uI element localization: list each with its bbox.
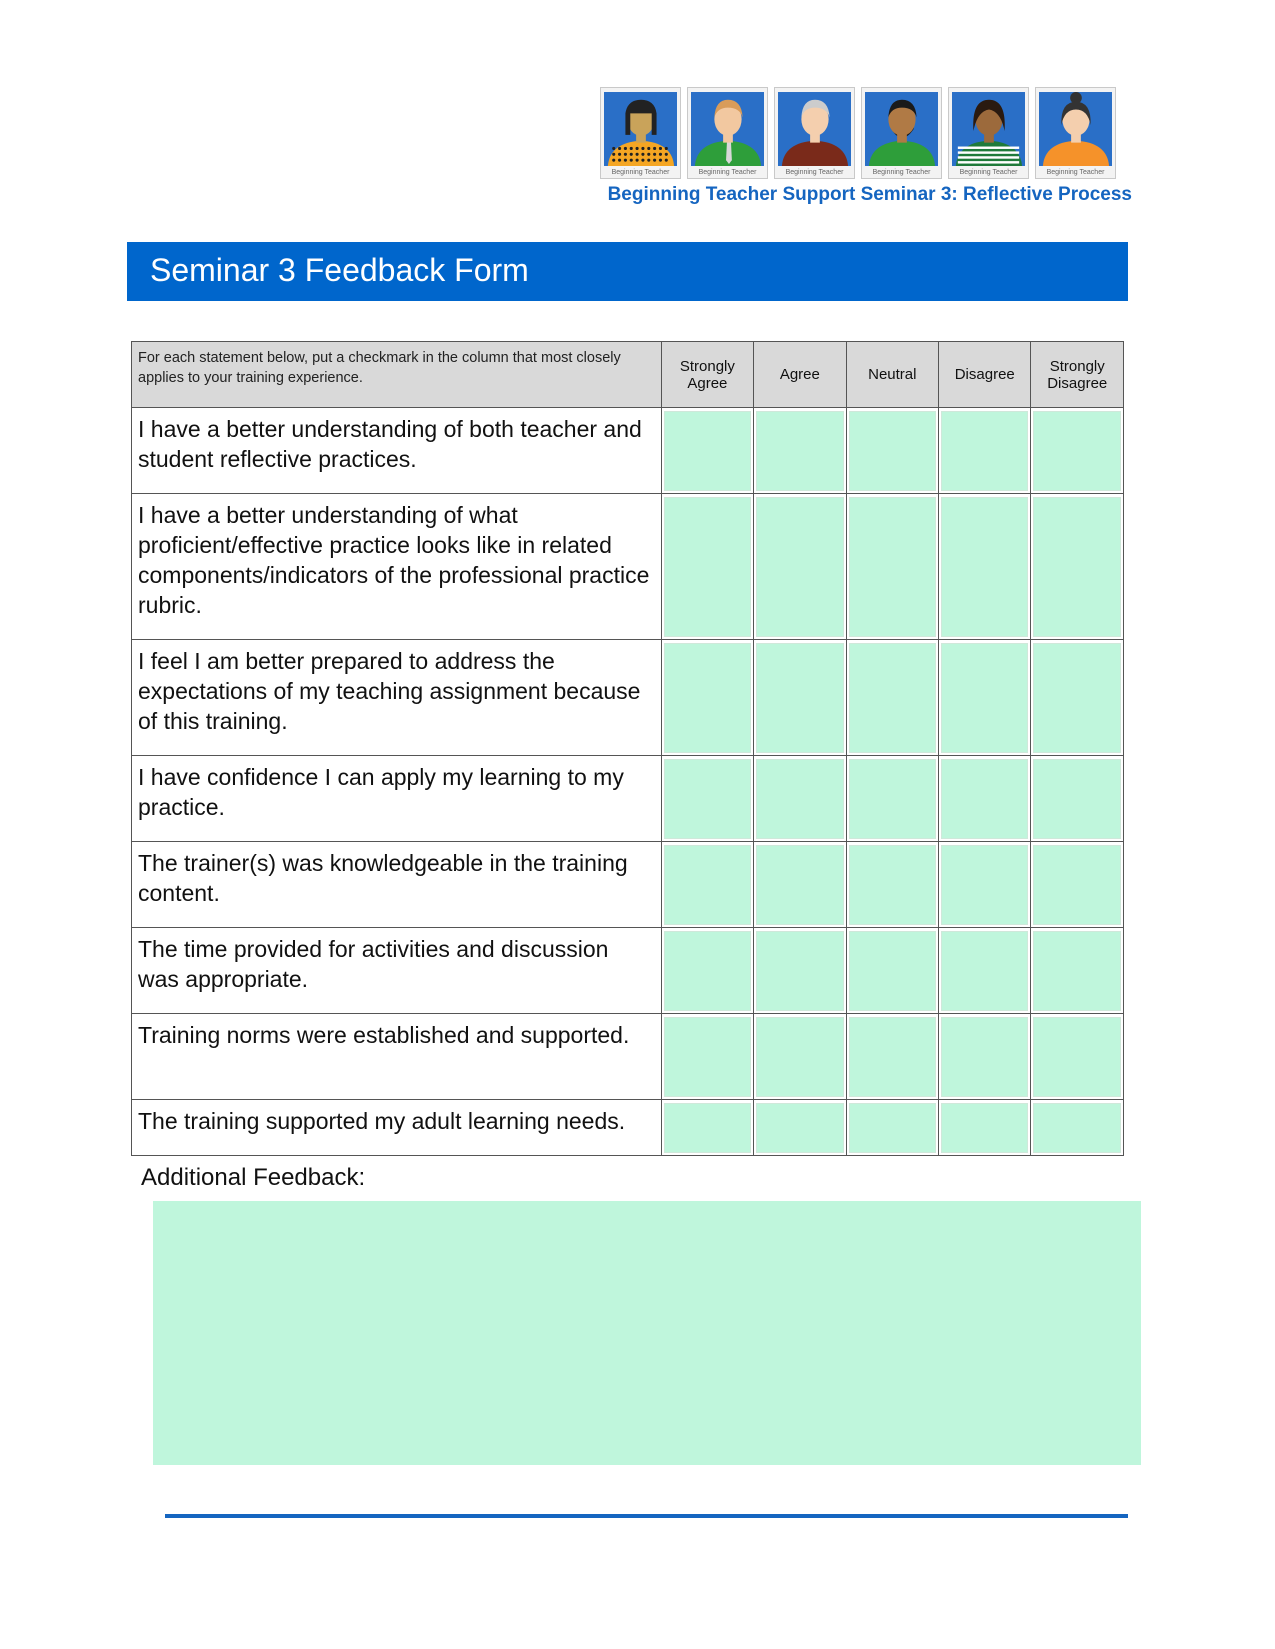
checkbox-field[interactable] <box>756 497 843 637</box>
checkbox-field[interactable] <box>756 931 843 1011</box>
checkbox-field[interactable] <box>849 497 936 637</box>
rating-cell-strongly-agree <box>661 756 753 842</box>
rating-cell-strongly-disagree <box>1031 1100 1124 1156</box>
rating-cell-strongly-disagree <box>1031 756 1124 842</box>
checkbox-field[interactable] <box>664 1103 751 1153</box>
checkbox-field[interactable] <box>941 643 1028 753</box>
teacher-portrait-icon <box>952 91 1025 167</box>
teacher-avatar <box>600 87 681 179</box>
checkbox-field[interactable] <box>941 845 1028 925</box>
rating-cell-agree <box>754 640 846 756</box>
column-strongly-disagree: Strongly Disagree <box>1031 342 1124 408</box>
survey-row <box>132 842 1124 928</box>
checkbox-field[interactable] <box>849 1017 936 1097</box>
rating-cell-disagree <box>939 1014 1031 1100</box>
checkbox-field[interactable] <box>941 497 1028 637</box>
checkbox-field[interactable] <box>664 411 751 491</box>
rating-cell-agree <box>754 1014 846 1100</box>
checkbox-field[interactable] <box>1033 497 1121 637</box>
rating-cell-neutral <box>846 494 938 640</box>
teacher-portrait-icon <box>865 91 938 167</box>
teacher-portrait-icon <box>604 91 677 167</box>
statement-text: I have a better understanding of both teacher and student reflective practices. <box>132 408 662 494</box>
checkbox-field[interactable] <box>756 1103 843 1153</box>
checkbox-field[interactable] <box>1033 845 1121 925</box>
checkbox-field[interactable] <box>664 845 751 925</box>
statement-text: I have confidence I can apply my learning to my practice. <box>132 756 662 842</box>
checkbox-field[interactable] <box>941 1103 1028 1153</box>
survey-row <box>132 1100 1124 1156</box>
teacher-avatar <box>1035 87 1116 179</box>
checkbox-field[interactable] <box>1033 411 1121 491</box>
rating-cell-strongly-agree <box>661 408 753 494</box>
checkbox-field[interactable] <box>664 1017 751 1097</box>
rating-cell-strongly-agree <box>661 494 753 640</box>
rating-cell-disagree <box>939 494 1031 640</box>
checkbox-field[interactable] <box>664 759 751 839</box>
statement-text: Training norms were established and supported. <box>132 1014 662 1100</box>
survey-header-row <box>132 342 1124 408</box>
checkbox-field[interactable] <box>756 759 843 839</box>
rating-cell-disagree <box>939 756 1031 842</box>
checkbox-field[interactable] <box>664 931 751 1011</box>
teacher-avatars <box>600 87 1132 181</box>
checkbox-field[interactable] <box>1033 1103 1121 1153</box>
rating-cell-disagree <box>939 928 1031 1014</box>
additional-feedback-label: Additional Feedback: <box>141 1164 366 1191</box>
checkbox-field[interactable] <box>1033 759 1121 839</box>
avatar-caption: Beginning Teacher <box>785 169 844 176</box>
rating-cell-strongly-disagree <box>1031 408 1124 494</box>
column-agree: Agree <box>754 342 846 408</box>
statement-text: The training supported my adult learning needs. <box>132 1100 662 1156</box>
rating-cell-neutral <box>846 928 938 1014</box>
rating-cell-agree <box>754 756 846 842</box>
checkbox-field[interactable] <box>849 1103 936 1153</box>
checkbox-field[interactable] <box>756 1017 843 1097</box>
rating-cell-neutral <box>846 408 938 494</box>
statement-text: The trainer(s) was knowledgeable in the training content. <box>132 842 662 928</box>
teacher-portrait-icon <box>778 91 851 167</box>
rating-cell-strongly-agree <box>661 842 753 928</box>
avatar-caption: Beginning Teacher <box>611 169 670 176</box>
rating-cell-strongly-disagree <box>1031 842 1124 928</box>
checkbox-field[interactable] <box>664 643 751 753</box>
statement-text: The time provided for activities and discussion was appropriate. <box>132 928 662 1014</box>
rating-cell-strongly-agree <box>661 640 753 756</box>
checkbox-field[interactable] <box>756 845 843 925</box>
column-strongly-agree: Strongly Agree <box>661 342 753 408</box>
rating-cell-strongly-agree <box>661 1100 753 1156</box>
checkbox-field[interactable] <box>849 845 936 925</box>
teacher-avatar <box>861 87 942 179</box>
teacher-avatar <box>948 87 1029 179</box>
teacher-portrait-icon <box>691 91 764 167</box>
rating-cell-disagree <box>939 1100 1031 1156</box>
seminar-subtitle: Beginning Teacher Support Seminar 3: Reflective Process <box>607 184 1132 205</box>
survey-row <box>132 756 1124 842</box>
bottom-divider <box>165 1514 1128 1518</box>
checkbox-field[interactable] <box>849 759 936 839</box>
rating-cell-agree <box>754 928 846 1014</box>
checkbox-field[interactable] <box>756 643 843 753</box>
rating-cell-strongly-disagree <box>1031 640 1124 756</box>
checkbox-field[interactable] <box>849 643 936 753</box>
rating-cell-disagree <box>939 408 1031 494</box>
survey-table <box>131 341 1124 1156</box>
column-neutral: Neutral <box>846 342 938 408</box>
checkbox-field[interactable] <box>664 497 751 637</box>
avatar-caption: Beginning Teacher <box>698 169 757 176</box>
rating-cell-disagree <box>939 640 1031 756</box>
statement-text: I feel I am better prepared to address the expectations of my teaching assignment because of this training. <box>132 640 662 756</box>
checkbox-field[interactable] <box>849 411 936 491</box>
teacher-portrait-icon <box>1039 91 1112 167</box>
rating-cell-strongly-disagree <box>1031 1014 1124 1100</box>
survey-row <box>132 494 1124 640</box>
checkbox-field[interactable] <box>1033 643 1121 753</box>
checkbox-field[interactable] <box>941 411 1028 491</box>
rating-cell-agree <box>754 1100 846 1156</box>
rating-cell-agree <box>754 842 846 928</box>
column-disagree: Disagree <box>939 342 1031 408</box>
rating-cell-neutral <box>846 842 938 928</box>
avatar-caption: Beginning Teacher <box>959 169 1018 176</box>
form-title: Seminar 3 Feedback Form <box>150 252 529 288</box>
rating-cell-disagree <box>939 842 1031 928</box>
avatar-caption: Beginning Teacher <box>1046 169 1105 176</box>
statement-text: I have a better understanding of what proficient/effective practice looks like in related components/indicators of the professional practice rubric. <box>132 494 662 640</box>
checkbox-field[interactable] <box>941 1017 1028 1097</box>
survey-row <box>132 408 1124 494</box>
avatar-caption: Beginning Teacher <box>872 169 931 176</box>
rating-cell-agree <box>754 494 846 640</box>
rating-cell-strongly-disagree <box>1031 494 1124 640</box>
rating-cell-strongly-disagree <box>1031 928 1124 1014</box>
checkbox-field[interactable] <box>941 759 1028 839</box>
survey-row <box>132 1014 1124 1100</box>
form-banner <box>127 242 1128 301</box>
rating-cell-strongly-agree <box>661 928 753 1014</box>
rating-cell-agree <box>754 408 846 494</box>
checkbox-field[interactable] <box>1033 1017 1121 1097</box>
additional-feedback-field[interactable] <box>153 1201 1141 1465</box>
teacher-avatar <box>687 87 768 179</box>
rating-cell-neutral <box>846 756 938 842</box>
checkbox-field[interactable] <box>941 931 1028 1011</box>
survey-row <box>132 928 1124 1014</box>
rating-cell-neutral <box>846 1014 938 1100</box>
survey-row <box>132 640 1124 756</box>
rating-cell-strongly-agree <box>661 1014 753 1100</box>
teacher-avatar <box>774 87 855 179</box>
survey-instruction: For each statement below, put a checkmark in the column that most closely applies to your training experience. <box>132 342 662 408</box>
rating-cell-neutral <box>846 640 938 756</box>
checkbox-field[interactable] <box>1033 931 1121 1011</box>
checkbox-field[interactable] <box>849 931 936 1011</box>
checkbox-field[interactable] <box>756 411 843 491</box>
rating-cell-neutral <box>846 1100 938 1156</box>
